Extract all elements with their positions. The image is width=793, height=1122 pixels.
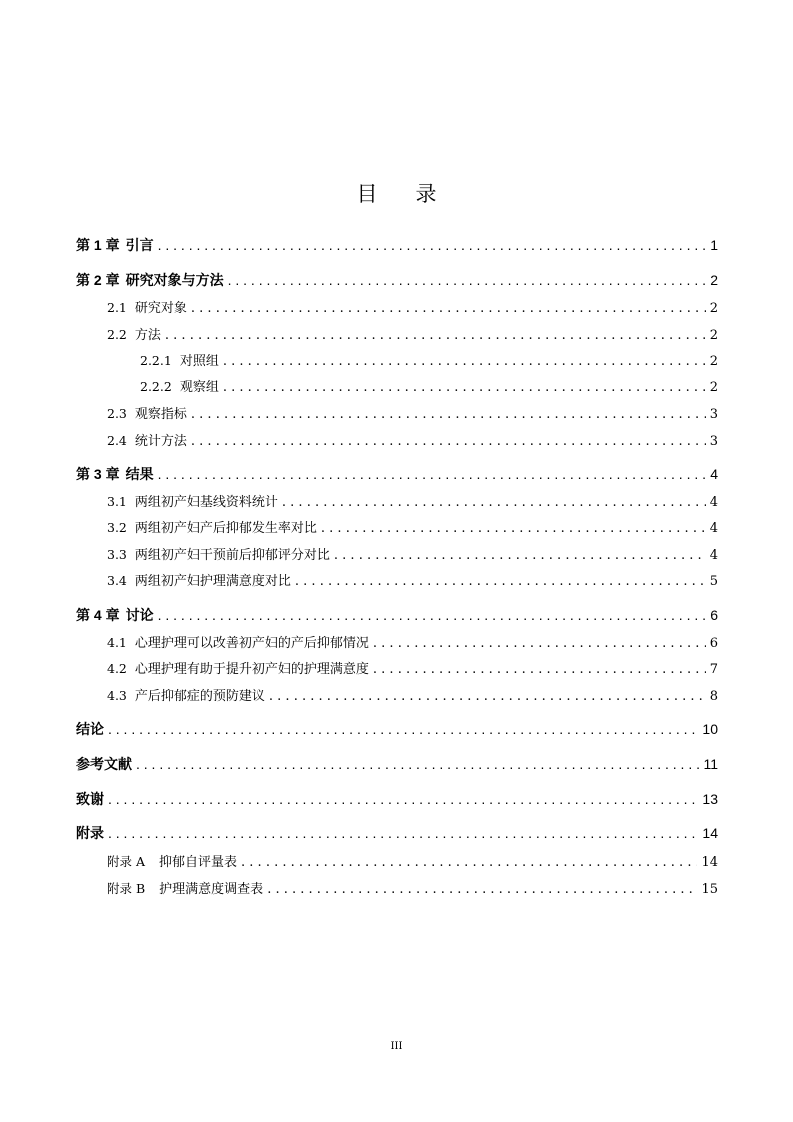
toc-entry-page: 13 (702, 791, 718, 807)
toc-entry-page: 2 (709, 328, 718, 343)
dot-leader (165, 328, 706, 343)
toc-entry-appendix[interactable] (76, 823, 718, 843)
toc-entry-page: 7 (709, 662, 718, 677)
toc-entry-title: 方法 (134, 328, 161, 343)
toc-entry-page: 4 (709, 548, 718, 563)
dot-leader (191, 301, 706, 316)
dot-leader (191, 407, 706, 422)
dot-leader (223, 380, 706, 395)
toc-entry-page: 2 (710, 272, 718, 288)
dot-leader (136, 756, 699, 772)
toc-entry-page: 14 (701, 855, 718, 870)
toc-entry-page: 10 (702, 721, 718, 737)
dot-leader (267, 882, 697, 897)
toc-entry-number: 2.3 (107, 406, 127, 421)
toc-entry-page: 11 (703, 756, 718, 772)
dot-leader (373, 636, 706, 651)
dot-leader (108, 721, 698, 737)
toc-entry-title: 观察组 (179, 380, 219, 395)
toc-entry-section-4-3[interactable] (107, 685, 718, 705)
toc-entry-appendix-a[interactable] (107, 851, 718, 871)
toc-entry-page: 2 (709, 354, 718, 369)
dot-leader (108, 825, 698, 841)
dot-leader (269, 689, 706, 704)
toc-entry-title: 附录 (76, 825, 104, 841)
dot-leader (321, 521, 706, 536)
toc-entry-title: 引言 (125, 237, 154, 253)
toc-entry-number: 附录 A (107, 854, 146, 869)
toc-entry-number: 4.2 (107, 661, 127, 676)
page-number-footer: III (390, 1041, 403, 1052)
toc-entry-chapter-3[interactable] (76, 464, 718, 484)
title-char-2: 录 (415, 182, 437, 206)
dot-leader (108, 791, 698, 807)
toc-entry-title: 心理护理可以改善初产妇的产后抑郁情况 (134, 636, 369, 651)
dot-leader (158, 237, 707, 253)
dot-leader (373, 662, 706, 677)
toc-entry-number: 2.2.2 (140, 379, 172, 394)
toc-entry-number: 2.2 (107, 327, 127, 342)
toc-entry-page: 1 (710, 237, 718, 253)
toc-entry-appendix-b[interactable] (107, 878, 718, 898)
dot-leader (158, 466, 707, 482)
toc-entry-page: 3 (709, 407, 718, 422)
dot-leader (191, 434, 706, 449)
toc-entry-section-3-2[interactable] (107, 517, 718, 537)
toc-entry-section-4-2[interactable] (107, 658, 718, 678)
toc-entry-section-2-2-2[interactable] (140, 376, 718, 396)
toc-entry-page: 2 (709, 380, 718, 395)
toc-entry-chapter-4[interactable] (76, 605, 718, 625)
toc-entry-title: 结果 (125, 466, 154, 482)
toc-entry-section-2-2-1[interactable] (140, 350, 718, 370)
dot-leader (282, 495, 706, 510)
toc-entry-page: 15 (701, 882, 718, 897)
toc-entry-title: 产后抑郁症的预防建议 (134, 689, 265, 704)
toc-entry-number: 3.1 (107, 494, 127, 509)
toc-entry-title: 研究对象与方法 (125, 272, 224, 288)
toc-entry-page: 5 (709, 574, 718, 589)
toc-entry-title: 心理护理有助于提升初产妇的护理满意度 (134, 662, 369, 677)
toc-entry-chapter-2[interactable] (76, 270, 718, 290)
toc-entry-page: 4 (709, 495, 718, 510)
toc-entry-section-3-1[interactable] (107, 491, 718, 511)
toc-entry-section-2-4[interactable] (107, 430, 718, 450)
toc-entry-page: 14 (702, 825, 718, 841)
toc-entry-number: 第 1 章 (76, 237, 120, 253)
toc-entry-number: 第 4 章 (76, 607, 120, 623)
toc-entry-page: 2 (709, 301, 718, 316)
toc-entry-page: 6 (709, 636, 718, 651)
toc-entry-number: 附录 B (107, 881, 146, 896)
dot-leader (228, 272, 707, 288)
toc-entry-page: 8 (709, 689, 718, 704)
toc-entry-title: 统计方法 (134, 434, 187, 449)
toc-entry-number: 3.4 (107, 573, 127, 588)
toc-entry-page: 6 (710, 607, 718, 623)
title-char-1: 目 (356, 182, 378, 206)
toc-entry-title: 结论 (76, 721, 104, 737)
toc-entry-title: 参考文献 (76, 756, 132, 772)
toc-entry-section-2-1[interactable] (107, 297, 718, 317)
toc-entry-section-4-1[interactable] (107, 632, 718, 652)
toc-entry-title: 观察指标 (134, 407, 187, 422)
toc-entry-number: 第 2 章 (76, 272, 120, 288)
dot-leader (158, 607, 707, 623)
toc-entry-acknowledgements[interactable] (76, 789, 718, 809)
toc-entry-section-3-3[interactable] (107, 544, 718, 564)
toc-entry-number: 2.2.1 (140, 353, 172, 368)
toc-entry-title: 两组初产妇基线资料统计 (134, 495, 278, 510)
toc-entry-title: 两组初产妇干预前后抑郁评分对比 (134, 548, 330, 563)
dot-leader (241, 855, 697, 870)
toc-entry-number: 2.1 (107, 300, 127, 315)
toc-entry-chapter-1[interactable] (76, 235, 718, 255)
toc-entry-page: 4 (710, 466, 718, 482)
toc-entry-number: 4.3 (107, 688, 127, 703)
toc-entry-title: 对照组 (179, 354, 219, 369)
toc-entry-number: 4.1 (107, 635, 127, 650)
toc-entry-number: 第 3 章 (76, 466, 120, 482)
dot-leader (295, 574, 706, 589)
dot-leader (334, 548, 706, 563)
toc-entry-number: 3.2 (107, 520, 127, 535)
toc-entry-title: 两组初产妇产后抑郁发生率对比 (134, 521, 317, 536)
toc-entry-section-2-3[interactable] (107, 403, 718, 423)
toc-entry-conclusion[interactable] (76, 719, 718, 739)
toc-entry-page: 4 (709, 521, 718, 536)
toc-entry-page: 3 (709, 434, 718, 449)
toc-entry-title: 护理满意度调查表 (159, 882, 264, 897)
toc-entry-section-2-2[interactable] (107, 324, 718, 344)
toc-entry-title: 致谢 (76, 791, 104, 807)
toc-entry-title: 两组初产妇护理满意度对比 (134, 574, 291, 589)
toc-entry-title: 讨论 (125, 607, 154, 623)
toc-entry-number: 3.3 (107, 547, 127, 562)
dot-leader (223, 354, 706, 369)
toc-entry-references[interactable] (76, 754, 718, 774)
toc-entry-number: 2.4 (107, 433, 127, 448)
toc-entry-section-3-4[interactable] (107, 570, 718, 590)
toc-entry-title: 研究对象 (134, 301, 187, 316)
toc-entry-title: 抑郁自评量表 (159, 855, 238, 870)
